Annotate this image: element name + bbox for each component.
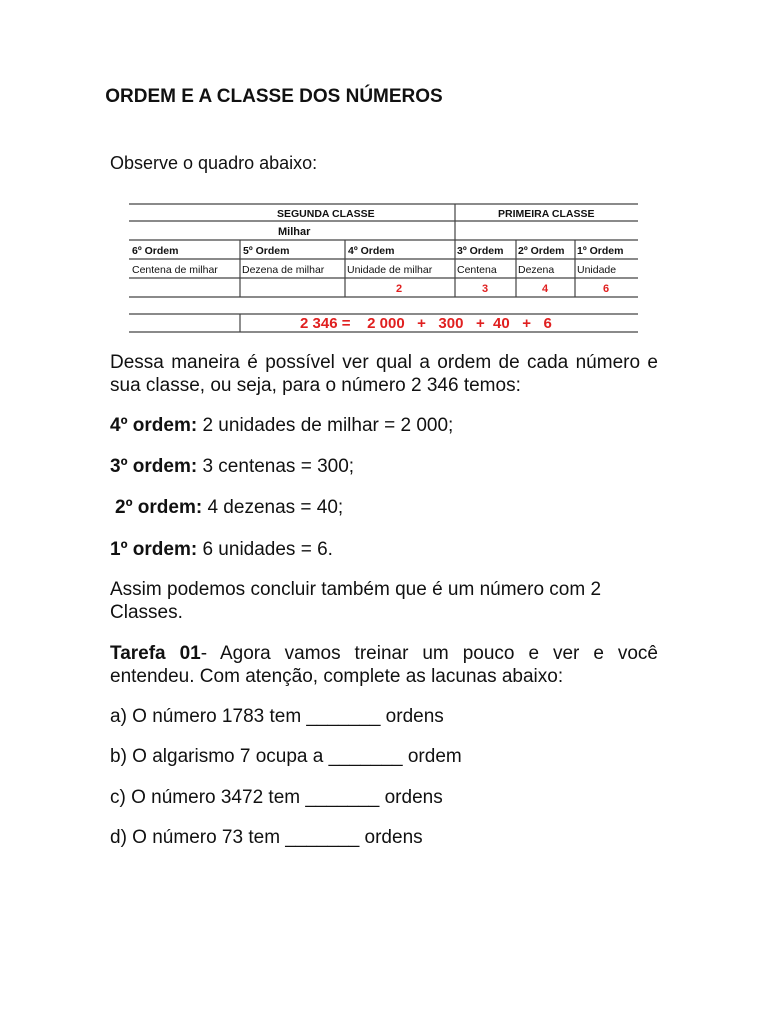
order-name-5: Dezena de milhar: [242, 264, 325, 276]
explanation-paragraph: Dessa maneira é possível ver qual a ordem de cada número e sua classe, ou seja, para o número 2 346 temos:: [110, 352, 658, 396]
order-header-1: 1º Ordem: [577, 245, 624, 257]
digit-3rd-order: 3: [482, 283, 489, 295]
digit-2nd-order: 4: [542, 283, 549, 295]
digit-1st-order: 6: [603, 283, 610, 295]
order-header-3: 3º Ordem: [457, 245, 504, 257]
place-value-table: [129, 200, 638, 336]
order-label: 1º ordem:: [110, 539, 198, 560]
order-name-6: Centena de milhar: [132, 264, 218, 276]
order-item-2: [115, 496, 663, 519]
order-text: 4 dezenas = 40;: [202, 497, 344, 518]
page-title: ORDEM E A CLASSE DOS NÚMEROS: [105, 86, 443, 107]
conclusion-paragraph: Assim podemos concluir também que é um número com 2 Classes.: [110, 579, 602, 623]
order-text: 3 centenas = 300;: [197, 456, 355, 477]
order-item-1: [110, 538, 658, 561]
order-header-2: 2º Ordem: [518, 245, 565, 257]
order-name-1: Unidade: [577, 264, 617, 276]
order-item-3: [110, 455, 658, 478]
question-b: b) O algarismo 7 ocupa a _______ ordem: [110, 746, 462, 767]
order-name-4: Unidade de milhar: [347, 264, 433, 276]
class-header-1: PRIMEIRA CLASSE: [498, 208, 595, 220]
order-name-3: Centena: [457, 264, 497, 276]
order-label: 4º ordem:: [110, 415, 198, 436]
class-header-2: SEGUNDA CLASSE: [277, 208, 375, 220]
intro-text: Observe o quadro abaixo:: [110, 153, 318, 173]
order-header-6: 6º Ordem: [132, 245, 179, 257]
question-c: c) O número 3472 tem _______ ordens: [110, 787, 443, 808]
question-d: d) O número 73 tem _______ ordens: [110, 827, 423, 848]
order-label: 3º ordem:: [110, 456, 198, 477]
task-text: - Agora vamos treinar um pouco e ver e você entendeu. Com atenção, complete as lacunas abaixo:: [110, 643, 658, 687]
group-header: Milhar: [278, 226, 311, 238]
order-label: 2º ordem:: [115, 497, 203, 518]
order-header-5: 5º Ordem: [243, 245, 290, 257]
task-label: Tarefa 01: [110, 643, 201, 664]
order-header-4: 4º Ordem: [348, 245, 395, 257]
task-paragraph: [110, 642, 658, 688]
order-text: 2 unidades de milhar = 2 000;: [197, 415, 454, 436]
decomposition-sum: 2 346 = 2 000 + 300 + 40 + 6: [300, 315, 552, 332]
order-text: 6 unidades = 6.: [197, 539, 333, 560]
question-a: a) O número 1783 tem _______ ordens: [110, 706, 444, 727]
order-name-2: Dezena: [518, 264, 555, 276]
order-item-4: [110, 414, 658, 437]
digit-4th-order: 2: [396, 283, 403, 295]
